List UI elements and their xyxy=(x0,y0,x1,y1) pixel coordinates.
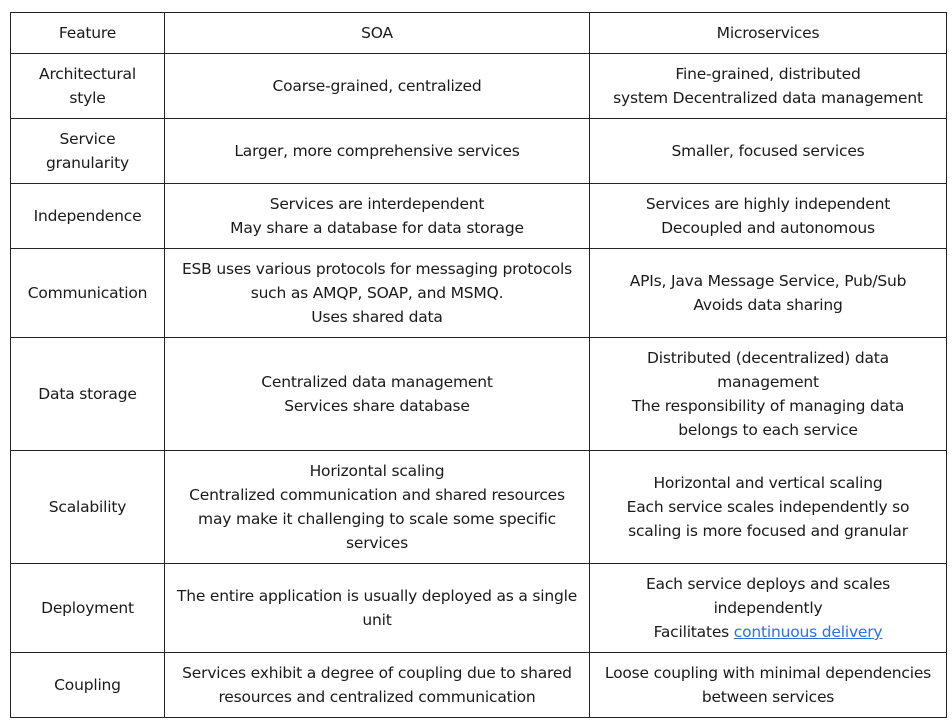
soa-cell xyxy=(165,54,590,119)
feature-cell xyxy=(11,249,165,338)
cell-text-line: independently xyxy=(713,599,823,617)
cell-text-line: ESB uses various protocols for messaging protocols xyxy=(181,260,573,278)
cell-text-line: Each service deploys and scales xyxy=(645,575,891,593)
soa-cell xyxy=(165,119,590,184)
cell-text-line: Smaller, focused services xyxy=(671,142,865,160)
table-row xyxy=(11,184,947,249)
feature-cell xyxy=(11,338,165,451)
feature-cell xyxy=(11,653,165,718)
cell-text-line: Service xyxy=(59,130,116,148)
table-row xyxy=(11,54,947,119)
cell-text-line: Services exhibit a degree of coupling due to shared xyxy=(182,664,572,682)
cell-text-line: May share a database for data storage xyxy=(230,219,524,237)
cell-text-line: belongs to each service xyxy=(678,421,858,439)
cell-text-line: unit xyxy=(362,611,392,629)
cell-text-line: Communication xyxy=(27,284,148,302)
table-row xyxy=(11,249,947,338)
cell-text-line: resources and centralized communication xyxy=(218,688,536,706)
cell-text-line: Deployment xyxy=(41,599,134,617)
cell-text-line: may make it challenging to scale some specific xyxy=(198,510,556,528)
cell-text-line: scaling is more focused and granular xyxy=(628,522,908,540)
cell-text-line: such as AMQP, SOAP, and MSMQ. xyxy=(250,284,504,302)
cell-text-line: Decoupled and autonomous xyxy=(661,219,875,237)
cell-text-line: system Decentralized data management xyxy=(613,89,923,107)
continuous-delivery-link[interactable]: continuous delivery xyxy=(733,623,883,641)
cell-text-line: services xyxy=(346,534,408,552)
microservices-cell xyxy=(590,119,947,184)
cell-text-line: The entire application is usually deployed as a single xyxy=(176,587,578,605)
cell-text-line: Scalability xyxy=(48,498,127,516)
soa-cell xyxy=(165,338,590,451)
cell-text-line: Horizontal and vertical scaling xyxy=(653,474,883,492)
feature-cell xyxy=(11,184,165,249)
microservices-cell xyxy=(590,54,947,119)
microservices-cell xyxy=(590,338,947,451)
cell-text-line: Avoids data sharing xyxy=(693,296,843,314)
cell-text-line: Larger, more comprehensive services xyxy=(234,142,520,160)
cell-text-line: granularity xyxy=(46,154,129,172)
table-row xyxy=(11,653,947,718)
cell-text-line: Centralized data management xyxy=(261,373,493,391)
table-row xyxy=(11,564,947,653)
cell-text-line: management xyxy=(717,373,819,391)
cell-text-line: Services share database xyxy=(284,397,470,415)
cell-text-line: Uses shared data xyxy=(311,308,443,326)
microservices-cell xyxy=(590,564,947,653)
table-row xyxy=(11,119,947,184)
cell-text-line: APIs, Java Message Service, Pub/Sub xyxy=(629,272,907,290)
soa-cell xyxy=(165,653,590,718)
microservices-cell xyxy=(590,451,947,564)
cell-text-line: Each service scales independently so xyxy=(626,498,910,516)
comparison-table xyxy=(10,12,947,718)
cell-text-line: between services xyxy=(701,688,835,706)
cell-text-line xyxy=(596,620,940,644)
microservices-cell xyxy=(590,249,947,338)
soa-cell xyxy=(165,564,590,653)
soa-cell xyxy=(165,249,590,338)
cell-text-line: Coupling xyxy=(54,676,121,694)
cell-text-line: Independence xyxy=(33,207,142,225)
header-microservices: Microservices xyxy=(590,13,947,54)
microservices-cell xyxy=(590,184,947,249)
link-prefix-text: Facilitates xyxy=(653,623,734,641)
feature-cell xyxy=(11,54,165,119)
microservices-cell xyxy=(590,653,947,718)
cell-text-line: The responsibility of managing data xyxy=(631,397,905,415)
header-feature: Feature xyxy=(11,13,165,54)
cell-text-line: Distributed (decentralized) data xyxy=(647,349,889,367)
cell-text-line: Services are highly independent xyxy=(645,195,891,213)
cell-text-line: Services are interdependent xyxy=(269,195,485,213)
soa-cell xyxy=(165,184,590,249)
cell-text-line: Coarse-grained, centralized xyxy=(272,77,482,95)
feature-cell xyxy=(11,451,165,564)
cell-text-line: Centralized communication and shared resources xyxy=(189,486,565,504)
soa-cell xyxy=(165,451,590,564)
table-row xyxy=(11,451,947,564)
cell-text-line: Loose coupling with minimal dependencies xyxy=(604,664,932,682)
header-soa: SOA xyxy=(165,13,590,54)
cell-text-line: Horizontal scaling xyxy=(309,462,445,480)
table-row xyxy=(11,338,947,451)
feature-cell xyxy=(11,119,165,184)
cell-text-line: Fine-grained, distributed xyxy=(675,65,861,83)
feature-cell xyxy=(11,564,165,653)
cell-text-line: style xyxy=(69,89,106,107)
cell-text-line: Data storage xyxy=(38,385,137,403)
header-row xyxy=(11,13,947,54)
cell-text-line: Architectural xyxy=(39,65,136,83)
